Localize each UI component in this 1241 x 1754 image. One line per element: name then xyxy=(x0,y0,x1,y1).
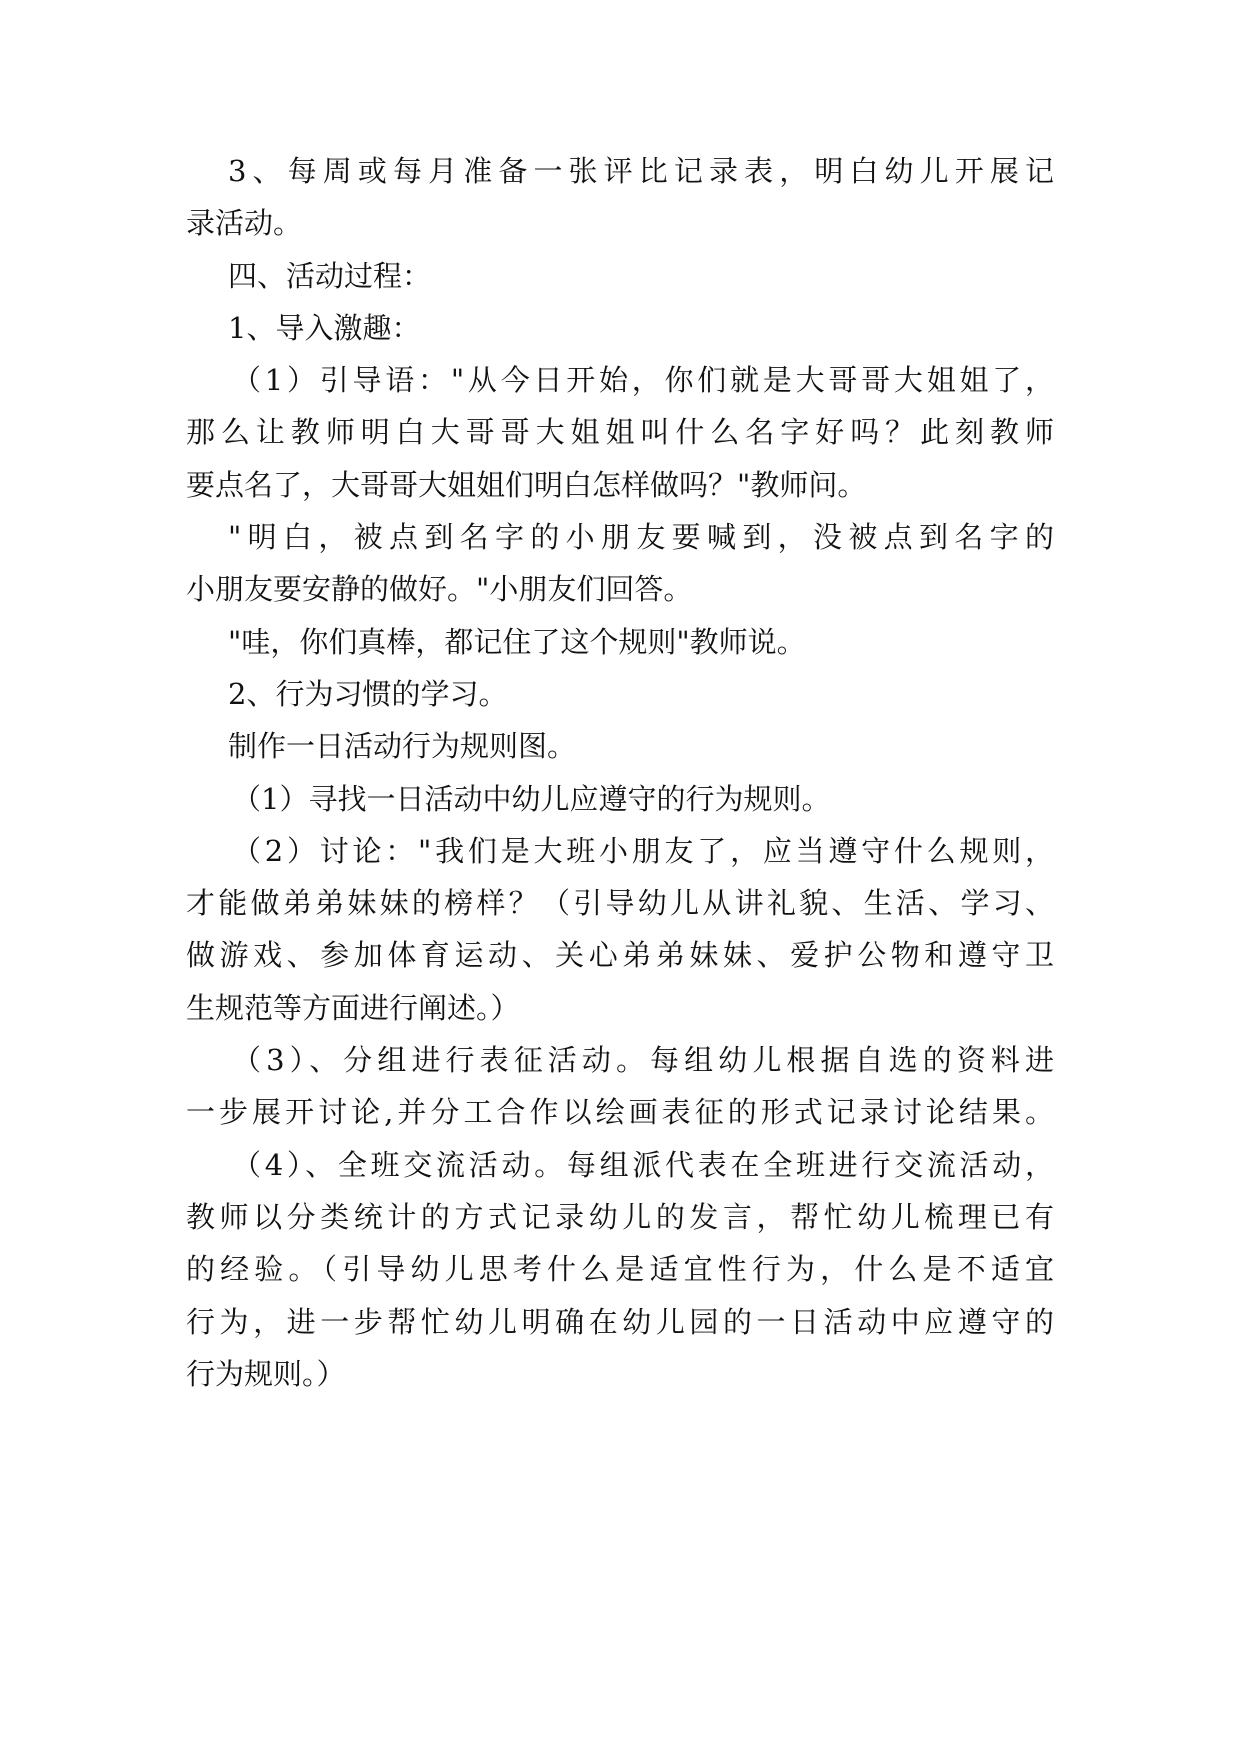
text-line: 录活动。 xyxy=(186,206,303,241)
text-line: （4）、全班交流活动。每组派代表在全班进行交流活动， xyxy=(232,1147,1054,1182)
text-line: 一步展开讨论,并分工合作以绘画表征的形式记录讨论结果。 xyxy=(186,1095,1054,1130)
text-line: 制作一日活动行为规则图。 xyxy=(228,729,577,764)
text-line: 生规范等方面进行阐述。） xyxy=(186,990,520,1025)
text-line: 3、每周或每月准备一张评比记录表，明白幼儿开展记 xyxy=(228,154,1054,188)
text-line: 四、活动过程： xyxy=(228,258,432,293)
text-line: 的经验。（引导幼儿思考什么是适宜性行为，什么是不适宜 xyxy=(186,1252,1054,1287)
text-line: 行为规则。） xyxy=(186,1356,346,1391)
text-line: （3）、分组进行表征活动。每组幼儿根据自选的资料进 xyxy=(232,1043,1054,1078)
text-line: "哇，你们真棒，都记住了这个规则"教师说。 xyxy=(228,624,806,659)
text-line: （1）引导语："从今日开始，你们就是大哥哥大姐姐了， xyxy=(232,363,1054,398)
text-line: 要点名了，大哥哥大姐姐们明白怎样做吗？"教师问。 xyxy=(186,467,867,502)
text-line: 才能做弟弟妹妹的榜样？（引导幼儿从讲礼貌、生活、学习、 xyxy=(186,886,1054,921)
text-line: 做游戏、参加体育运动、关心弟弟妹妹、爱护公物和遵守卫 xyxy=(186,938,1054,973)
text-line: 教师以分类统计的方式记录幼儿的发言，帮忙幼儿梳理已有 xyxy=(186,1199,1054,1234)
text-line: 2、行为习惯的学习。 xyxy=(228,676,508,711)
text-line: （2）讨论："我们是大班小朋友了，应当遵守什么规则， xyxy=(232,833,1054,868)
text-line: 那么让教师明白大哥哥大姐姐叫什么名字好吗？此刻教师 xyxy=(186,415,1054,450)
text-line: （1）寻找一日活动中幼儿应遵守的行为规则。 xyxy=(232,781,831,816)
text-line: 行为，进一步帮忙幼儿明确在幼儿园的一日活动中应遵守的 xyxy=(186,1304,1054,1339)
text-line: 小朋友要安静的做好。"小朋友们回答。 xyxy=(186,572,693,607)
text-line: "明白，被点到名字的小朋友要喊到，没被点到名字的 xyxy=(228,520,1054,555)
text-line: 1、导入激趣： xyxy=(228,310,421,345)
document-body xyxy=(186,145,1054,1400)
